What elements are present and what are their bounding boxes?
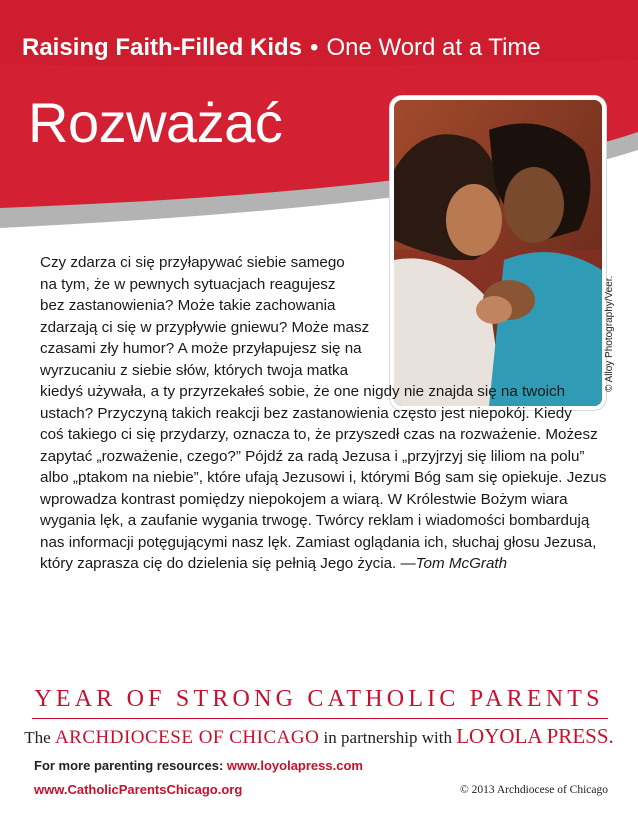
text-line: na tym, że w pewnych sytuacjach reagujesz — [40, 275, 336, 293]
series-title-light: One Word at a Time — [326, 34, 541, 61]
word-of-the-day: Rozważać — [28, 91, 283, 154]
text-line: coś takiego ci się przydarzy, oznacza to, że przyszedł czas na rozważenie. Możesz — [40, 426, 598, 443]
loyolapress-link[interactable]: www.loyolapress.com — [226, 758, 363, 773]
catholic-parents-link[interactable]: www.CatholicParentsChicago.org — [34, 782, 243, 797]
footer-divider — [32, 718, 608, 719]
partner-middle: in partnership with — [319, 728, 457, 747]
text-line: wygania lęk, a zaufanie wygania trwogę. Twórcy reklam i wiadomości bombardują — [40, 512, 590, 529]
copyright-notice: © 2013 Archdiocese of Chicago — [460, 784, 608, 796]
partnership-line — [0, 724, 638, 749]
partner-the: The — [24, 728, 55, 747]
resources-label: For more parenting resources: — [34, 758, 227, 773]
resources-line — [34, 758, 363, 773]
text-line: ustach? Przyczyną takich reakcji bez zastanowienia często jest niepokój. Kiedy — [40, 404, 572, 422]
text-line: albo „ptakom na niebie”, które ufają Jezusowi i, którymi Bóg sam się opiekuje. Jezus — [40, 469, 607, 486]
last-line-text: który zaprasza cię do dzielenia się pełnią Jego życia. — [40, 555, 401, 572]
text-line: nas informacji potęgującymi nasz lęk. Zamiast oglądania ich, słuchaj głosu Jezusa, — [40, 533, 597, 551]
text-line: Czy zdarza ci się przyłapywać siebie samego — [40, 254, 345, 271]
text-line: kiedyś używała, a ty przyrzekałeś sobie, że one nigdy nie znajda się na twoich — [40, 383, 566, 400]
text-line: zapytać „rozważenie, czego?” Pójdź za radą Jezusa i „przyjrzyj się liliom na polu” — [40, 447, 585, 465]
text-line: bez zastanowienia? Może takie zachowania — [40, 297, 336, 314]
text-line: wyrzucaniu z siebie słów, których twoja matka — [40, 361, 349, 379]
text-line: wprowadza kontrast pomiędzy niepokojem a wiarą. W Królestwie Bożym wiara — [40, 490, 568, 508]
series-title — [22, 34, 541, 62]
loyola-press-logo: LOYOLA PRESS. — [456, 724, 614, 748]
text-line-last — [40, 553, 570, 575]
text-line: czasami zły humor? A może przyłapujesz się na — [40, 340, 362, 357]
archdiocese-name: ARCHDIOCESE OF CHICAGO — [54, 727, 320, 748]
photo-credit: © Alloy Photography/Veer. — [604, 275, 615, 392]
series-title-bold: Raising Faith-Filled Kids — [22, 34, 303, 61]
series-separator: • — [310, 34, 319, 61]
author-signature: —Tom McGrath — [400, 555, 508, 572]
campaign-title: YEAR OF STRONG CATHOLIC PARENTS — [34, 686, 604, 712]
reflection-text — [40, 252, 607, 575]
text-line: zdarzają ci się w przypływie gniewu? Może masz — [40, 318, 370, 336]
